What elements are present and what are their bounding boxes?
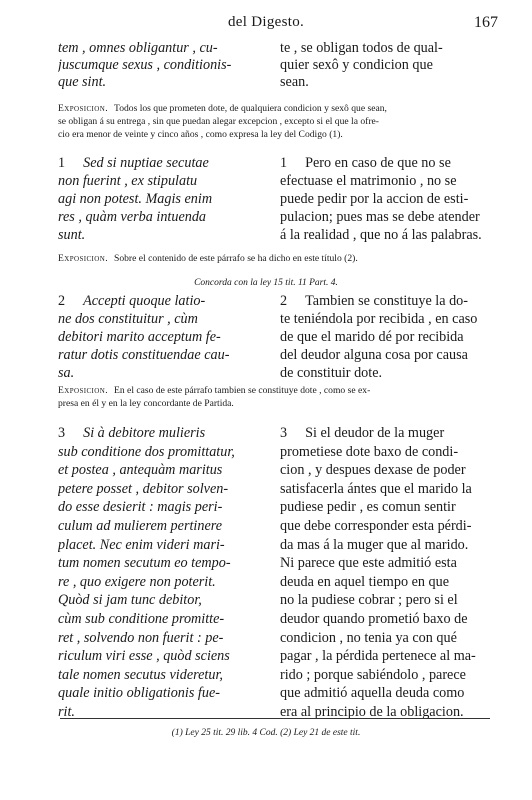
latin-text xyxy=(58,292,266,382)
exposicion-line: Exposicion. Todos los que prometen dote, de qualquiera condicion y sexô que sean, xyxy=(58,103,387,114)
paragraph-3 xyxy=(58,424,488,722)
paragraph-number: 2 xyxy=(280,293,288,309)
spanish-line: de constituir dote. xyxy=(280,365,383,381)
spanish-text xyxy=(280,40,488,91)
spanish-line: te teniéndola por recibida , en caso xyxy=(280,311,478,327)
spanish-text xyxy=(280,154,488,244)
spanish-line: prometiese dote baxo de condi- xyxy=(280,443,459,460)
spanish-line: satisfacerla ántes que el marido la xyxy=(280,480,472,497)
spanish-line: á la realidad , que no á las palabras. xyxy=(280,227,482,243)
running-title: del Digesto. xyxy=(227,14,305,30)
latin-line: tem , omnes obligantur , cu- xyxy=(58,40,218,56)
latin-line: rit. xyxy=(58,703,75,720)
spanish-line: quier sexô y condicion que xyxy=(280,57,433,73)
latin-line: do esse desierit : magis peri- xyxy=(58,499,223,516)
latin-line: cùm sub conditione promitte- xyxy=(58,610,225,627)
spanish-line: pagar , la pérdida pertenece al ma- xyxy=(280,648,476,665)
concordance-note: Concorda con la ley 15 tit. 11 Part. 4. xyxy=(194,278,338,288)
exposicion-line: se obligan á su entrega , sin que puedan alegar excepcion , excepto si el que la ofre- xyxy=(58,116,379,127)
latin-text xyxy=(58,424,266,722)
spanish-line: Tambien se constituye la do- xyxy=(305,293,468,309)
spanish-line: Si el deudor de la muger xyxy=(305,425,445,441)
latin-line: quale initio obligationis fue- xyxy=(58,685,220,702)
latin-line: Accepti quoque latio- xyxy=(83,293,206,309)
page-number: 167 xyxy=(474,14,498,31)
latin-line: ratur dotis constituendae cau- xyxy=(58,347,230,363)
latin-line: Quòd si jam tunc debitor, xyxy=(58,592,202,609)
latin-line: tale nomen secutus videretur, xyxy=(58,666,223,683)
exposicion-line: Exposicion. Sobre el contenido de este párrafo se ha dicho en este título (2). xyxy=(58,253,358,264)
spanish-text xyxy=(280,424,488,722)
spanish-text xyxy=(280,292,488,382)
spanish-line: condicion , no tenia ya con qué xyxy=(280,629,457,646)
footnote-rule xyxy=(60,718,490,719)
latin-line: non fuerint , ex stipulatu xyxy=(58,173,198,189)
spanish-line: sean. xyxy=(280,74,309,90)
spanish-line: Ni parece que este admitió esta xyxy=(280,555,457,572)
paragraph-continuation xyxy=(58,40,488,91)
latin-line: et postea , antequàm maritus xyxy=(58,462,223,479)
latin-line: sunt. xyxy=(58,227,86,243)
spanish-line: Pero en caso de que no se xyxy=(305,155,451,171)
latin-line: que sint. xyxy=(58,74,107,90)
latin-line: culum ad mulierem pertinere xyxy=(58,517,223,534)
latin-line: placet. Nec enim videri mari- xyxy=(58,536,225,553)
exposicion-label: Exposicion. xyxy=(58,253,108,264)
spanish-line: da mas á la muger que al marido. xyxy=(280,536,469,553)
paragraph-number: 2 xyxy=(58,293,66,309)
latin-line: Sed si nuptiae secutae xyxy=(83,155,209,171)
spanish-line: era al principio de la obligacion. xyxy=(280,703,464,720)
paragraph-number: 3 xyxy=(280,425,288,441)
paragraph-2 xyxy=(58,292,488,382)
latin-text xyxy=(58,154,266,244)
spanish-line: efectuase el matrimonio , no se xyxy=(280,173,457,189)
exposicion-note xyxy=(58,252,488,265)
latin-line: riculum viri esse , quòd sciens xyxy=(58,648,230,665)
latin-line: agi non potest. Magis enim xyxy=(58,191,213,207)
spanish-line: deudor quando prometió baxo de xyxy=(280,610,468,627)
spanish-line: no la pudiese cobrar ; pero si el xyxy=(280,592,458,609)
spanish-line: rido ; porque sabiéndolo , parece xyxy=(280,666,466,683)
paragraph-number: 1 xyxy=(280,155,288,171)
spanish-line: del deudor alguna cosa por causa xyxy=(280,347,468,363)
latin-line: tum nomen secutum eo tempo- xyxy=(58,555,231,572)
latin-line: debitori marito acceptum fe- xyxy=(58,329,221,345)
spanish-line: pudiese pedir , es comun sentir xyxy=(280,499,456,516)
exposicion-label: Exposicion. xyxy=(58,103,108,114)
exposicion-note xyxy=(58,384,488,410)
latin-line: re , quo exigere non poterit. xyxy=(58,573,216,590)
spanish-line: de que el marido dé por recibida xyxy=(280,329,464,345)
spanish-line: que admitió aquella deuda como xyxy=(280,685,465,702)
spanish-line: deuda en aquel tiempo en que xyxy=(280,573,450,590)
exposicion-note xyxy=(58,102,488,141)
spanish-line: que debe corresponder esta pérdi- xyxy=(280,517,472,534)
paragraph-number: 3 xyxy=(58,425,66,441)
latin-text xyxy=(58,40,266,91)
spanish-line: cion , y despues dexase de poder xyxy=(280,462,466,479)
latin-line: ne dos constituitur , cùm xyxy=(58,311,198,327)
exposicion-line: Exposicion. En el caso de este párrafo tambien se constituye dote , como se ex- xyxy=(58,385,371,396)
latin-line: sub conditione dos promittatur, xyxy=(58,443,235,460)
latin-line: petere posset , debitor solven- xyxy=(58,480,229,497)
latin-line: ret , solvendo non fuerit : pe- xyxy=(58,629,224,646)
paragraph-number: 1 xyxy=(58,155,66,171)
exposicion-label: Exposicion. xyxy=(58,385,108,396)
exposicion-line: cio era menor de veinte y cinco años , como expresa la ley del Codigo (1). xyxy=(58,129,343,140)
latin-line: sa. xyxy=(58,365,75,381)
exposicion-line: presa en él y en la ley concordante de Partida. xyxy=(58,398,234,409)
latin-line: Si à debitore mulieris xyxy=(83,425,206,441)
spanish-line: puede pedir por la accion de esti- xyxy=(280,191,469,207)
spanish-line: pulacion; pues mas se debe atender xyxy=(280,209,480,225)
latin-line: juscumque sexus , conditionis- xyxy=(58,57,232,73)
footnotes: (1) Ley 25 tit. 29 lib. 4 Cod. (2) Ley 21 de este tit. xyxy=(171,728,361,738)
paragraph-1 xyxy=(58,154,488,244)
spanish-line: te , se obligan todos de qual- xyxy=(280,40,443,56)
latin-line: res , quàm verba intuenda xyxy=(58,209,207,225)
